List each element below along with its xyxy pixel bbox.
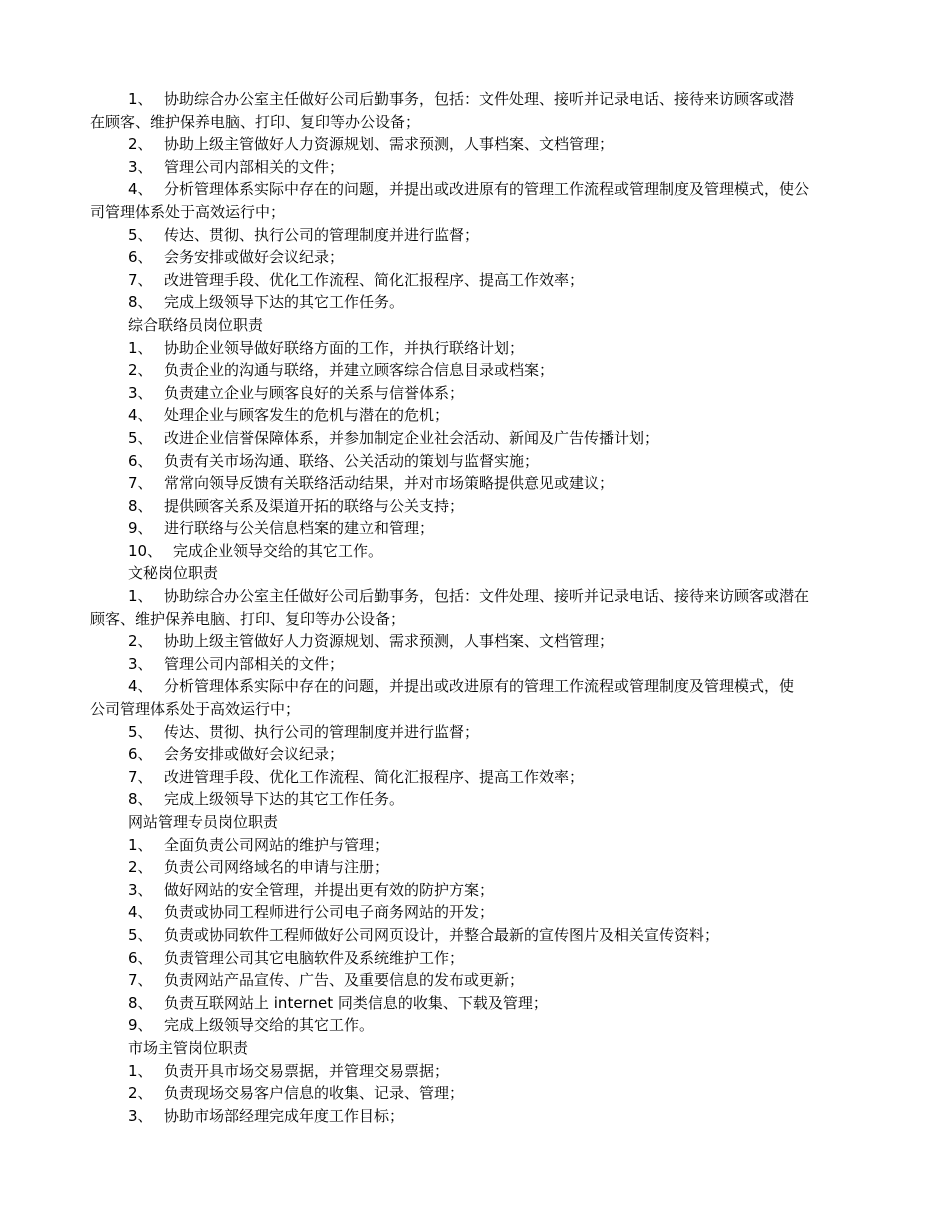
list-item-number: 5、: [128, 428, 153, 447]
list-item-text: 进行联络与公关信息档案的建立和管理；: [164, 519, 435, 538]
list-item-text: 协助综合办公室主任做好公司后勤事务，包括：文件处理、接听并记录电话、接待来访顾客或潜在: [164, 587, 810, 606]
list-item-text: 会务安排或做好会议纪录；: [164, 745, 345, 764]
list-item-text: 会务安排或做好会议纪录；: [164, 248, 345, 267]
list-item: [0, 1105, 950, 1128]
list-item-number: 6、: [128, 745, 153, 764]
list-item: [0, 224, 950, 247]
list-item: [0, 88, 950, 111]
list-item-number: 8、: [128, 293, 153, 312]
list-item-number: 1、: [128, 1061, 153, 1080]
list-item-text: 分析管理体系实际中存在的问题，并提出或改进原有的管理工作流程或管理制度及管理模式，使公: [164, 180, 810, 199]
list-item: [0, 766, 950, 789]
list-item: [0, 969, 950, 992]
list-item-number: 6、: [128, 451, 153, 470]
list-item: [0, 879, 950, 902]
list-item-text: 负责开具市场交易票据，并管理交易票据；: [164, 1061, 450, 1080]
list-item-continuation: 公司管理体系处于高效运行中；: [90, 700, 301, 719]
list-item: [0, 269, 950, 292]
list-item-continuation: 司管理体系处于高效运行中；: [90, 202, 286, 221]
list-item-number: 4、: [128, 903, 153, 922]
list-item-text: 完成上级领导下达的其它工作任务。: [164, 293, 405, 312]
list-item-number: 1、: [128, 835, 153, 854]
list-item-number: 4、: [128, 677, 153, 696]
list-item-number: 2、: [128, 632, 153, 651]
list-item-text: 负责管理公司其它电脑软件及系统维护工作；: [164, 948, 465, 967]
list-item-text: 完成上级领导交给的其它工作。: [164, 1016, 375, 1035]
list-item-number: 3、: [128, 383, 153, 402]
list-item: [0, 359, 950, 382]
list-item-text: 负责公司网络域名的申请与注册；: [164, 858, 390, 877]
section-heading: 文秘岗位职责: [128, 564, 219, 583]
list-item-text: 管理公司内部相关的文件；: [164, 654, 345, 673]
list-item: [0, 788, 950, 811]
list-item: [0, 901, 950, 924]
section-heading: 网站管理专员岗位职责: [128, 813, 279, 831]
list-item-text: 改进企业信誉保障体系，并参加制定企业社会活动、新闻及广告传播计划；: [164, 428, 660, 447]
list-item-text: 分析管理体系实际中存在的问题，并提出或改进原有的管理工作流程或管理制度及管理模式，使: [164, 677, 795, 696]
list-item: [0, 382, 950, 405]
list-item: [0, 404, 950, 427]
list-item-number: 3、: [128, 1106, 153, 1125]
list-item-text: 协助上级主管做好人力资源规划、需求预测，人事档案、文档管理；: [164, 135, 615, 154]
list-item: [0, 291, 950, 314]
list-item-text: 协助企业领导做好联络方面的工作，并执行联络计划；: [164, 338, 525, 357]
list-item: [0, 472, 950, 495]
list-item-text: 负责有关市场沟通、联络、公关活动的策划与监督实施；: [164, 451, 540, 470]
list-item-text: 负责互联网站上 internet 同类信息的收集、下载及管理；: [164, 993, 548, 1012]
list-item-text: 负责或协同软件工程师做好公司网页设计，并整合最新的宣传图片及相关宣传资料；: [164, 925, 720, 944]
list-item: [0, 495, 950, 518]
list-item: [0, 1014, 950, 1037]
list-item: [0, 133, 950, 156]
list-item: [0, 924, 950, 947]
list-item-continuation: 在顾客、维护保养电脑、打印、复印等办公设备；: [90, 112, 421, 131]
list-item-number: 6、: [128, 248, 153, 267]
list-item-text: 负责网站产品宣传、广告、及重要信息的发布或更新；: [164, 971, 525, 990]
list-item: [0, 517, 950, 540]
list-item-number: 6、: [128, 948, 153, 967]
list-item-number: 1、: [128, 90, 153, 108]
list-item-text: 传达、贯彻、执行公司的管理制度并进行监督；: [164, 722, 480, 741]
list-item: [0, 427, 950, 450]
list-item-text: 协助市场部经理完成年度工作目标；: [164, 1106, 405, 1125]
list-item: [0, 450, 950, 473]
list-item-number: 7、: [128, 474, 153, 493]
list-item-text: 完成上级领导下达的其它工作任务。: [164, 790, 405, 809]
list-item: [0, 630, 950, 653]
list-item-text: 完成企业领导交给的其它工作。: [173, 541, 384, 560]
list-item: [0, 721, 950, 744]
list-item: [0, 834, 950, 857]
list-item-text: 常常向领导反馈有关联络活动结果，并对市场策略提供意见或建议；: [164, 474, 615, 493]
list-item: [0, 653, 950, 676]
list-item-text: 做好网站的安全管理，并提出更有效的防护方案；: [164, 880, 495, 899]
list-item-number: 3、: [128, 880, 153, 899]
list-item-number: 2、: [128, 858, 153, 877]
list-item-number: 9、: [128, 1016, 153, 1035]
list-item-number: 7、: [128, 270, 153, 289]
list-item-text: 改进管理手段、优化工作流程、简化汇报程序、提高工作效率；: [164, 767, 585, 786]
list-item-number: 8、: [128, 790, 153, 809]
list-item-number: 4、: [128, 180, 153, 199]
list-item-number: 1、: [128, 338, 153, 357]
list-item-number: 1、: [128, 587, 153, 606]
list-item: [0, 856, 950, 879]
list-item: [0, 585, 950, 608]
list-item: [0, 743, 950, 766]
list-item-continuation: 顾客、维护保养电脑、打印、复印等办公设备；: [90, 609, 406, 628]
list-item-text: 协助上级主管做好人力资源规划、需求预测，人事档案、文档管理；: [164, 632, 615, 651]
list-item-text: 协助综合办公室主任做好公司后勤事务，包括：文件处理、接听并记录电话、接待来访顾客或潜: [164, 90, 795, 108]
list-item-number: 5、: [128, 722, 153, 741]
list-item-text: 管理公司内部相关的文件；: [164, 157, 345, 176]
list-item-number: 3、: [128, 654, 153, 673]
list-item-number: 7、: [128, 767, 153, 786]
list-item-number: 7、: [128, 971, 153, 990]
list-item-text: 提供顾客关系及渠道开拓的联络与公关支持；: [164, 496, 465, 515]
list-item-number: 5、: [128, 925, 153, 944]
list-item-number: 4、: [128, 406, 153, 425]
list-item-number: 2、: [128, 1084, 153, 1103]
list-item: [0, 992, 950, 1015]
list-item-number: 5、: [128, 225, 153, 244]
document-body: [0, 88, 950, 1127]
list-item-text: 负责或协同工程师进行公司电子商务网站的开发；: [164, 903, 495, 922]
list-item-text: 负责企业的沟通与联络，并建立顾客综合信息目录或档案；: [164, 361, 555, 380]
section-heading: 综合联络员岗位职责: [128, 315, 264, 334]
list-item-text: 处理企业与顾客发生的危机与潜在的危机；: [164, 406, 450, 425]
list-item: [0, 337, 950, 360]
list-item: [0, 540, 950, 563]
section-heading: 市场主管岗位职责: [128, 1038, 249, 1057]
list-item-text: 传达、贯彻、执行公司的管理制度并进行监督；: [164, 225, 480, 244]
list-item-number: 10、: [128, 541, 163, 560]
list-item: [0, 1082, 950, 1105]
list-item: [0, 675, 950, 698]
list-item-text: 负责现场交易客户信息的收集、记录、管理；: [164, 1084, 465, 1103]
list-item: [0, 178, 950, 201]
list-item: [0, 156, 950, 179]
list-item-number: 2、: [128, 135, 153, 154]
list-item-number: 8、: [128, 993, 153, 1012]
list-item-number: 3、: [128, 157, 153, 176]
list-item-number: 9、: [128, 519, 153, 538]
list-item: [0, 246, 950, 269]
list-item-text: 改进管理手段、优化工作流程、简化汇报程序、提高工作效率；: [164, 270, 585, 289]
list-item-number: 2、: [128, 361, 153, 380]
list-item: [0, 1060, 950, 1083]
list-item-number: 8、: [128, 496, 153, 515]
list-item-text: 全面负责公司网站的维护与管理；: [164, 835, 390, 854]
list-item-text: 负责建立企业与顾客良好的关系与信誉体系；: [164, 383, 465, 402]
list-item: [0, 947, 950, 970]
